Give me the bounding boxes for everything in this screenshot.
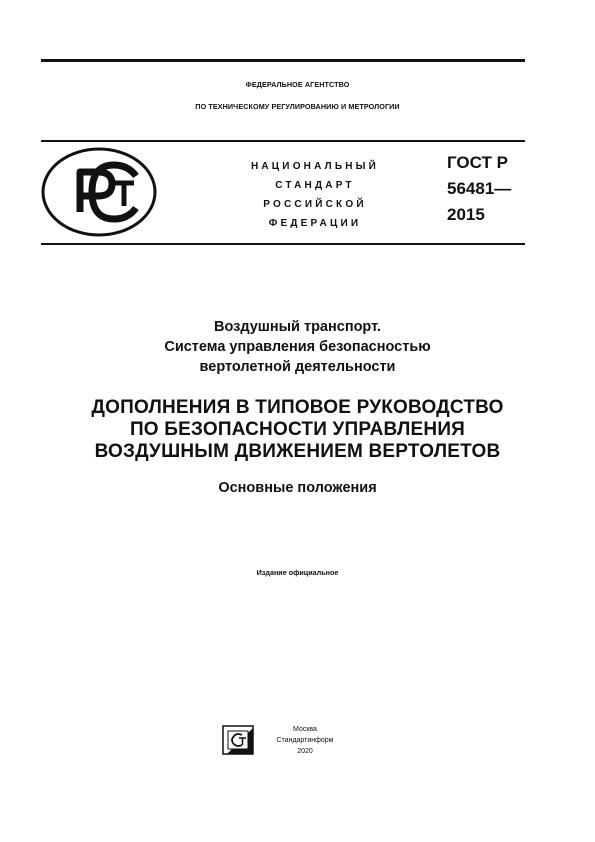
- agency-line-2: ПО ТЕХНИЧЕСКОМУ РЕГУЛИРОВАНИЮ И МЕТРОЛОГИИ: [195, 102, 400, 111]
- national-standard-line-4: ФЕДЕРАЦИИ: [268, 218, 362, 229]
- edition-note: Издание официальное: [256, 568, 339, 577]
- publisher-year: 2020: [297, 748, 313, 755]
- document-subtitle: Основные положения: [218, 480, 377, 496]
- publisher-name: Стандартинформ: [276, 737, 334, 744]
- main-title-line-2: ПО БЕЗОПАСНОСТИ УПРАВЛЕНИЯ: [129, 419, 466, 440]
- national-standard-label: [220, 157, 410, 233]
- rst-logo-icon: [40, 146, 158, 238]
- document-title-block: [0, 317, 595, 377]
- publisher-block: [262, 724, 348, 757]
- main-title-line-3: ВОЗДУШНЫМ ДВИЖЕНИЕМ ВЕРТОЛЕТОВ: [94, 441, 501, 462]
- agency-line-1: ФЕДЕРАЛЬНОЕ АГЕНТСТВО: [245, 80, 350, 89]
- title-line-3: вертолетной деятельности: [199, 359, 396, 375]
- designation-line-3: 2015: [447, 205, 485, 224]
- standard-designation: [447, 150, 511, 228]
- middle-rule: [41, 140, 525, 142]
- standartinform-logo-icon: [222, 725, 266, 755]
- national-standard-line-2: СТАНДАРТ: [275, 180, 355, 191]
- publisher-city: Москва: [293, 726, 317, 733]
- designation-line-2: 56481—: [447, 179, 512, 198]
- top-rule: [41, 59, 525, 62]
- lower-rule: [41, 243, 525, 245]
- document-main-title: [0, 397, 595, 463]
- designation-line-1: ГОСТ Р: [447, 153, 508, 172]
- title-line-2: Система управления безопасностью: [164, 339, 431, 355]
- title-line-1: Воздушный транспорт.: [214, 319, 381, 335]
- national-standard-line-3: РОССИЙСКОЙ: [263, 199, 367, 210]
- national-standard-line-1: НАЦИОНАЛЬНЫЙ: [250, 161, 380, 172]
- main-title-line-1: ДОПОЛНЕНИЯ В ТИПОВОЕ РУКОВОДСТВО: [91, 397, 504, 418]
